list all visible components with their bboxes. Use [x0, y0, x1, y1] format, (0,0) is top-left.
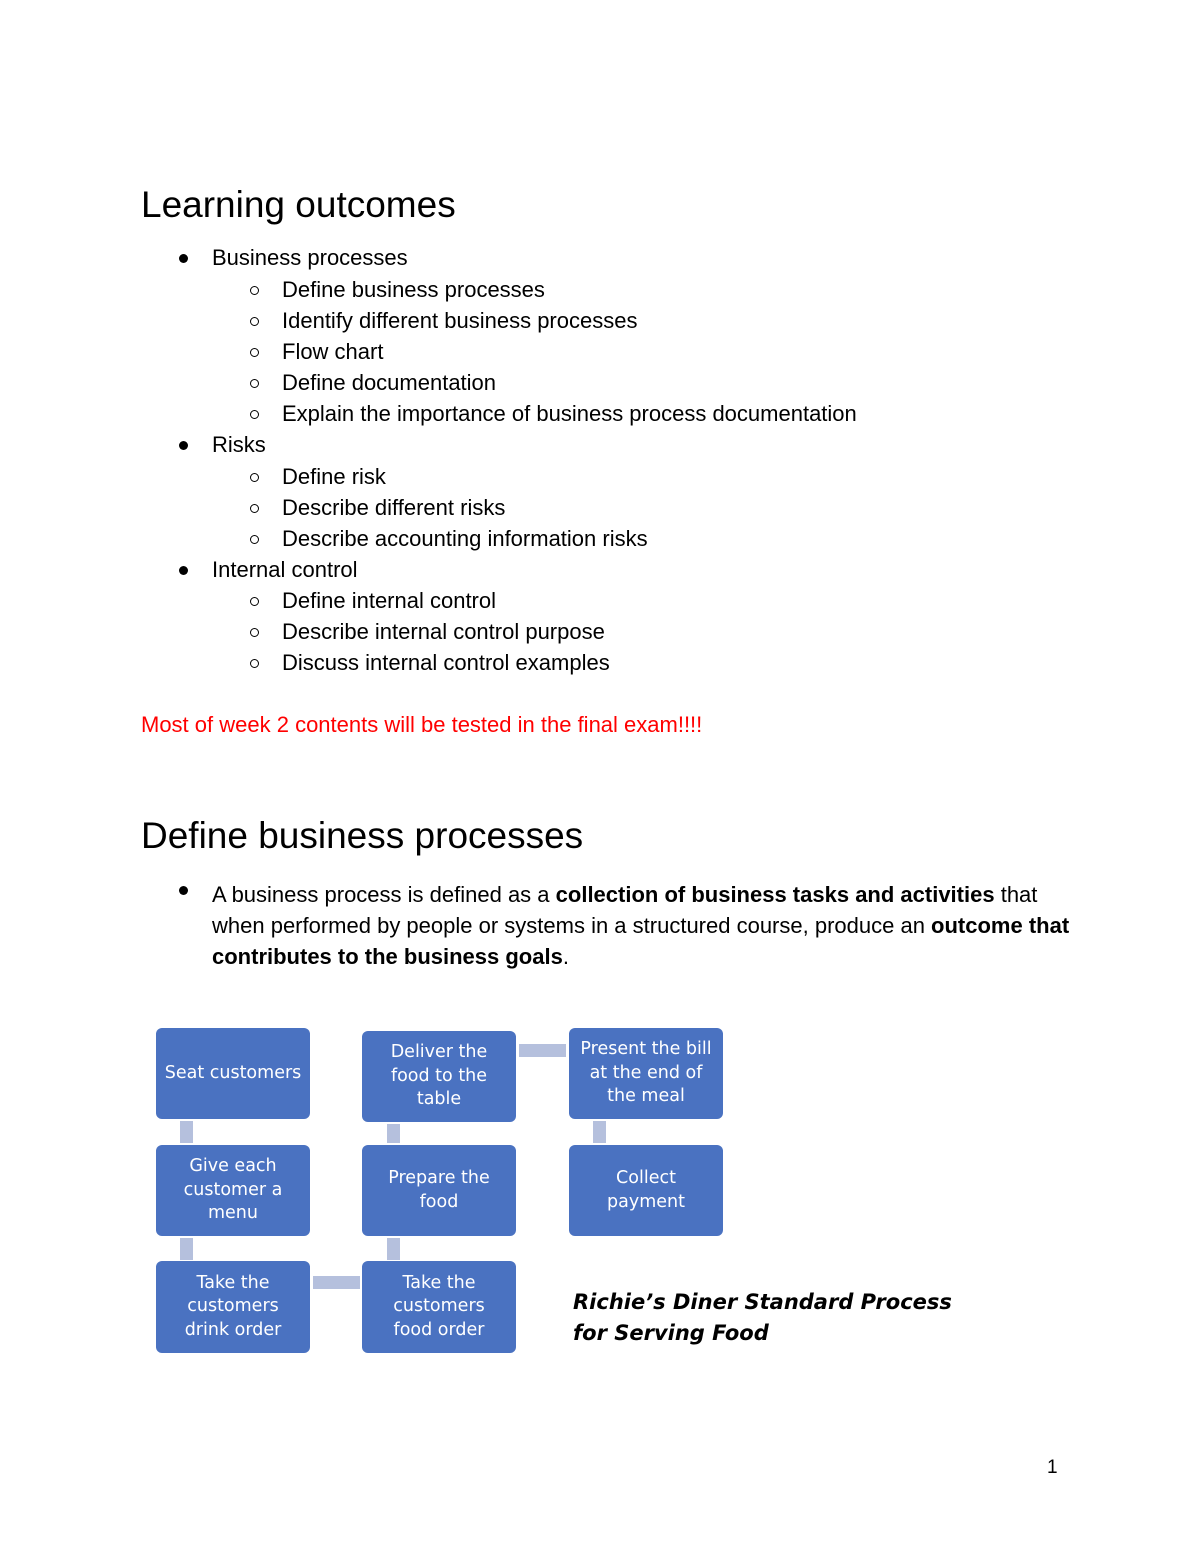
outcome-item: Define documentation [282, 370, 497, 395]
outcome-item: Flow chart [282, 339, 384, 364]
bullet-ring [250, 504, 259, 513]
definition-paragraph [212, 879, 1092, 972]
flow-connector [593, 1121, 606, 1143]
page-number: 1 [1047, 1457, 1058, 1478]
flow-step-prepare-food: Prepare the food [362, 1145, 516, 1236]
bullet-dot [179, 566, 188, 575]
section-title-learning-outcomes: Learning outcomes [141, 184, 456, 225]
definition-emphasis: collection of business tasks and activities [555, 882, 995, 907]
bullet-ring [250, 659, 259, 668]
outcome-item: Identify different business processes [282, 308, 638, 333]
outcome-item: Define business processes [282, 277, 545, 302]
flow-connector [313, 1276, 360, 1289]
flow-connector [180, 1121, 193, 1143]
outcome-item: Describe accounting information risks [282, 526, 648, 551]
bullet-dot [179, 886, 188, 895]
flow-connector [387, 1124, 400, 1143]
bullet-ring [250, 535, 259, 544]
bullet-dot [179, 254, 188, 263]
bullet-ring [250, 286, 259, 295]
flow-step-present-bill: Present the bill at the end of the meal [569, 1028, 723, 1119]
flow-step-take-food-order: Take the customers food order [362, 1261, 516, 1353]
flow-connector [387, 1238, 400, 1260]
outcome-item: Define internal control [282, 588, 497, 613]
bullet-dot [179, 441, 188, 450]
flow-step-give-menu: Give each customer a menu [156, 1145, 310, 1236]
outcome-item: Describe different risks [282, 495, 506, 520]
definition-emphasis: outcome that contributes to the business goals [212, 913, 1070, 969]
outcome-item: Define risk [282, 464, 386, 489]
section-title-define-business-processes: Define business processes [141, 815, 584, 856]
definition-text: A business process is defined as a [212, 882, 556, 907]
flowchart-caption: Richie’s Diner Standard Process for Serving Food [573, 1290, 952, 1345]
flow-step-collect-payment: Collect payment [569, 1145, 723, 1236]
outcome-risks: Risks [212, 432, 266, 457]
flow-step-deliver-food: Deliver the food to the table [362, 1031, 516, 1122]
definition-text: . [562, 944, 569, 969]
flow-connector [180, 1238, 193, 1260]
bullet-ring [250, 410, 259, 419]
outcome-item: Discuss internal control examples [282, 650, 610, 675]
outcome-item: Explain the importance of business process documentation [282, 401, 857, 426]
outcome-business-processes: Business processes [212, 245, 408, 270]
flow-step-seat-customers: Seat customers [156, 1028, 310, 1119]
flow-step-take-drink-order: Take the customers drink order [156, 1261, 310, 1353]
flow-connector [519, 1044, 566, 1057]
bullet-ring [250, 317, 259, 326]
exam-note: Most of week 2 contents will be tested in the final exam!!!! [141, 712, 703, 737]
bullet-ring [250, 628, 259, 637]
outcome-internal-control: Internal control [212, 557, 358, 582]
bullet-ring [250, 597, 259, 606]
bullet-ring [250, 473, 259, 482]
bullet-ring [250, 379, 259, 388]
bullet-ring [250, 348, 259, 357]
outcome-item: Describe internal control purpose [282, 619, 605, 644]
definition-text: that when performed by people or systems in a structured course, produce an [212, 882, 1038, 938]
